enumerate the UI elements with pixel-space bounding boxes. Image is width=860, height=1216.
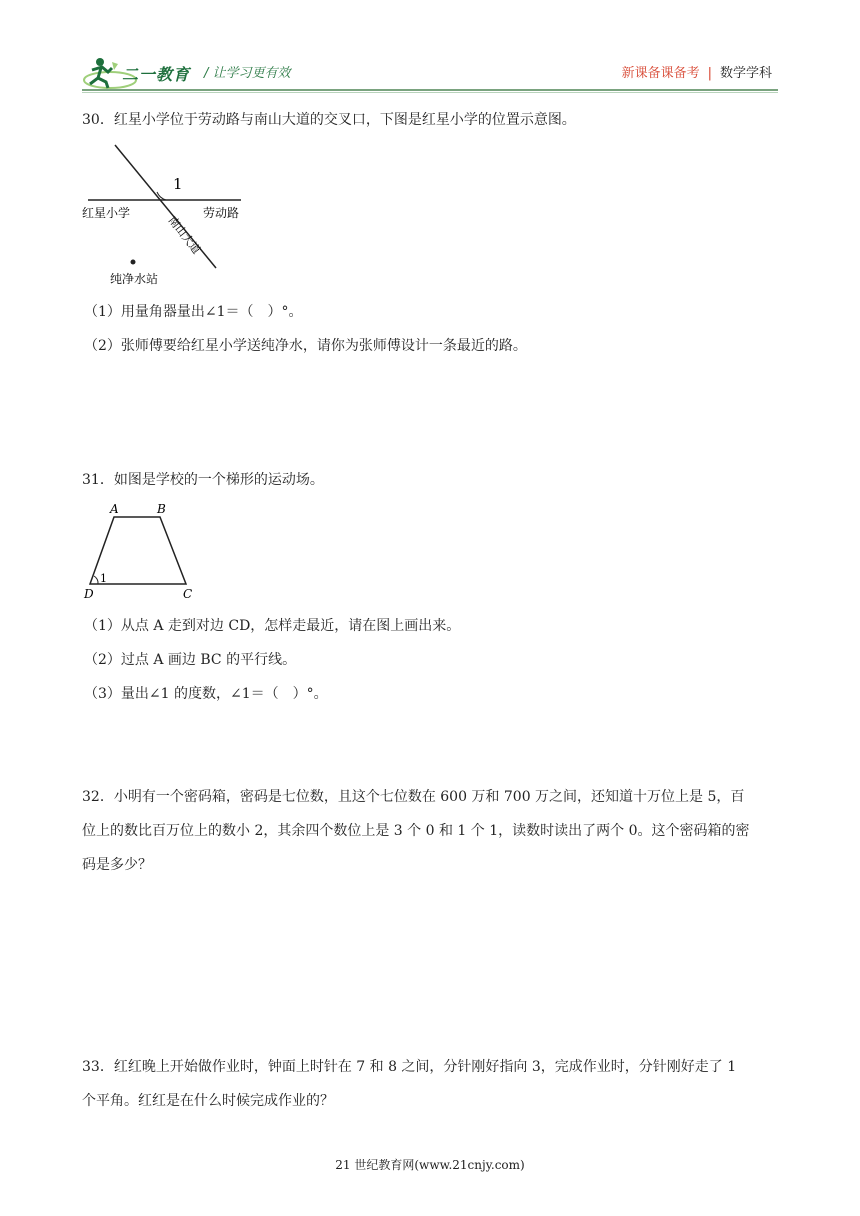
q32-line2: 位上的数比百万位上的数小 2，其余四个数位上是 3 个 0 和 1 个 1，读数时读出了两个 0。这个密码箱的密 bbox=[82, 823, 750, 839]
vertex-a-label: A bbox=[110, 502, 119, 516]
q33-line2: 个平角。红红是在什么时候完成作业的？ bbox=[82, 1093, 334, 1109]
slogan: / 让学习更有效 bbox=[204, 66, 291, 81]
q32-line3: 码是多少？ bbox=[82, 857, 152, 873]
road-label: 劳动路 bbox=[203, 206, 240, 220]
q30-part2: （2）张师傅要给红星小学送纯净水，请你为张师傅设计一条最近的路。 bbox=[84, 338, 527, 354]
header-subject-label: 数学学科 bbox=[719, 66, 772, 81]
q33-line1: 33．红红晚上开始做作业时，钟面上时针在 7 和 8 之间，分针刚好指向 3，完成作业时，分针刚好走了 1 bbox=[82, 1059, 737, 1075]
school-label: 红星小学 bbox=[82, 206, 131, 220]
avenue-label: 南山大道 bbox=[165, 213, 203, 257]
q30-stem: 30．红星小学位于劳动路与南山大道的交叉口，下图是红星小学的位置示意图。 bbox=[82, 112, 576, 128]
angle-1-label: 1 bbox=[173, 175, 183, 193]
page-footer: 21 世纪教育网(www.21cnjy.com) bbox=[335, 1158, 525, 1172]
q31-trapezoid-figure bbox=[80, 500, 200, 602]
q30-figure bbox=[78, 140, 258, 290]
q31-part3: （3）量出∠1 的度数，∠1＝（ ）°。 bbox=[84, 686, 328, 702]
page-header bbox=[0, 0, 860, 100]
vertex-b-label: B bbox=[157, 502, 166, 516]
logo-text: 二一教育 bbox=[122, 65, 191, 84]
water-station-dot bbox=[131, 260, 136, 265]
q32-line1: 32．小明有一个密码箱，密码是七位数，且这个七位数在 600 万和 700 万之间，还知道十万位上是 5，百 bbox=[82, 789, 745, 805]
header-separator: | bbox=[707, 66, 712, 81]
vertex-d-label: D bbox=[84, 587, 94, 601]
header-right bbox=[622, 62, 772, 81]
angle-arc bbox=[94, 576, 98, 584]
header-divider-thin bbox=[82, 92, 778, 93]
q31-part1: （1）从点 A 走到对边 CD，怎样走最近，请在图上画出来。 bbox=[84, 618, 461, 634]
q30-part1: （1）用量角器量出∠1＝（ ）°。 bbox=[84, 304, 303, 320]
header-divider bbox=[82, 89, 778, 91]
vertex-c-label: C bbox=[183, 587, 193, 601]
q31-part2: （2）过点 A 画边 BC 的平行线。 bbox=[84, 652, 297, 668]
angle-1-label: 1 bbox=[100, 572, 107, 585]
q31-stem: 31．如图是学校的一个梯形的运动场。 bbox=[82, 472, 324, 488]
header-course-label: 新课备课备考 bbox=[621, 66, 700, 81]
water-station-label: 纯净水站 bbox=[110, 272, 159, 286]
